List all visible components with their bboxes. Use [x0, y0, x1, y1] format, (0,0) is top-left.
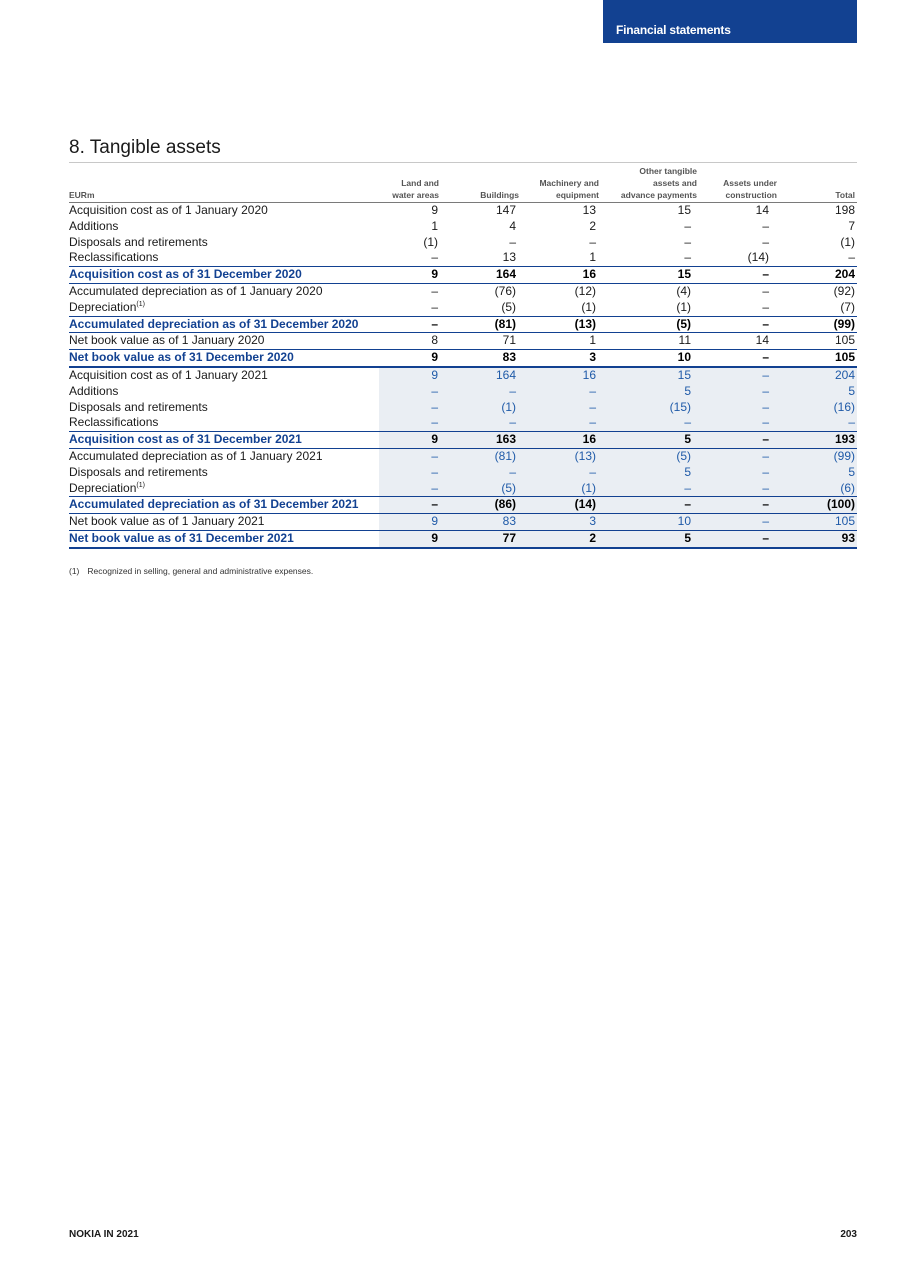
cell-other-tangible: (15) [601, 400, 699, 416]
row-label [69, 432, 379, 449]
footer-publication: NOKIA IN 2021 [69, 1229, 139, 1240]
cell-buildings: 4 [509, 218, 516, 233]
row-label [69, 514, 379, 531]
page-number: 203 [840, 1229, 857, 1240]
col-header-other-tangible [601, 163, 699, 203]
cell-under-construction: – [699, 384, 779, 400]
table-header [69, 163, 857, 203]
cell-other-tangible: 10 [677, 350, 691, 365]
cell-buildings: 83 [441, 514, 521, 531]
cell-total: 105 [834, 333, 855, 348]
row-label-text: Net book value as of 1 January 2020 [69, 333, 265, 348]
row-label [69, 448, 379, 464]
row-label [69, 219, 379, 235]
row-label [69, 250, 379, 266]
cell-machinery: (13) [574, 316, 596, 331]
row-label [69, 400, 379, 416]
cell-land: 9 [431, 203, 438, 217]
row-label-text: Accumulated depreciation as of 31 December 2020 [69, 316, 359, 331]
table-row [69, 333, 857, 350]
cell-under-construction: – [699, 367, 779, 384]
row-label [69, 497, 379, 514]
row-label [69, 283, 379, 299]
cell-machinery: 3 [589, 350, 596, 365]
cell-total: 105 [779, 514, 857, 531]
cell-machinery: 1 [589, 250, 596, 265]
cell-total: (100) [779, 497, 857, 514]
cell-other-tangible: 5 [601, 384, 699, 400]
cell-land: – [379, 448, 441, 464]
cell-total: 198 [834, 203, 855, 217]
cell-machinery: (1) [581, 299, 596, 314]
table-row [69, 415, 857, 431]
row-label [69, 384, 379, 400]
row-label [69, 530, 379, 547]
cell-under-construction: – [762, 267, 769, 282]
cell-machinery: – [521, 384, 601, 400]
table-total-row [69, 432, 857, 449]
cell-land: 9 [379, 367, 441, 384]
row-label-text: Disposals and retirements [69, 399, 208, 414]
cell-machinery: 2 [521, 530, 601, 547]
cell-buildings: (5) [441, 481, 521, 497]
row-label-text: Accumulated depreciation as of 1 January 2021 [69, 448, 323, 463]
row-label-text: Net book value as of 1 January 2021 [69, 514, 265, 529]
cell-land: – [431, 250, 438, 265]
cell-land: 9 [379, 530, 441, 547]
cell-other-tangible: – [601, 481, 699, 497]
cell-machinery: 16 [521, 432, 601, 449]
cell-under-construction: – [699, 530, 779, 547]
cell-total: (99) [833, 316, 855, 331]
table-total-row [69, 267, 857, 284]
cell-under-construction: – [762, 234, 769, 249]
row-label [69, 350, 379, 367]
cell-machinery: – [589, 234, 596, 249]
cell-land: – [431, 283, 438, 298]
cell-buildings: 164 [495, 267, 516, 282]
cell-other-tangible: 10 [601, 514, 699, 531]
cell-other-tangible: (1) [676, 299, 691, 314]
cell-machinery: – [521, 400, 601, 416]
row-label-text: Acquisition cost as of 31 December 2020 [69, 267, 302, 282]
cell-total: 93 [779, 530, 857, 547]
cell-machinery: 16 [521, 367, 601, 384]
table-row [69, 367, 857, 384]
cell-under-construction: – [699, 432, 779, 449]
table-row [69, 250, 857, 266]
table-body [69, 203, 857, 548]
header-line: Other tangible [639, 166, 697, 176]
row-label [69, 415, 379, 431]
cell-total: 204 [834, 267, 855, 282]
cell-under-construction: – [699, 481, 779, 497]
cell-machinery: 13 [582, 203, 596, 217]
cell-total: (6) [779, 481, 857, 497]
header-line: advance payments [620, 190, 697, 200]
row-label-text: Accumulated depreciation as of 1 January 2020 [69, 283, 323, 298]
table-row [69, 384, 857, 400]
col-header-buildings [441, 163, 521, 203]
footnote-reference: (1) [136, 300, 145, 308]
cell-under-construction: – [699, 448, 779, 464]
cell-land: – [379, 415, 441, 431]
header-line: assets and [653, 178, 697, 188]
cell-buildings: – [441, 415, 521, 431]
cell-under-construction: – [699, 514, 779, 531]
cell-land: 1 [431, 218, 438, 233]
table-row [69, 283, 857, 299]
cell-under-construction: – [762, 218, 769, 233]
footnote [69, 566, 313, 576]
row-label [69, 300, 379, 316]
cell-under-construction: – [699, 497, 779, 514]
table-row [69, 300, 857, 316]
table-total-row [69, 497, 857, 514]
cell-buildings: 83 [502, 350, 516, 365]
page-title: 8. Tangible assets [69, 137, 221, 158]
cell-under-construction: – [699, 400, 779, 416]
cell-total: (92) [833, 283, 855, 298]
cell-machinery: (14) [521, 497, 601, 514]
cell-total: – [779, 415, 857, 431]
col-header-eurm [69, 163, 379, 203]
row-label-text: Acquisition cost as of 31 December 2021 [69, 432, 302, 447]
cell-other-tangible: – [601, 415, 699, 431]
cell-land: (1) [423, 234, 438, 249]
tangible-assets-table [69, 162, 857, 549]
cell-buildings: – [441, 384, 521, 400]
cell-other-tangible: 15 [677, 203, 691, 217]
header-line: Buildings [480, 190, 519, 200]
cell-total: 204 [779, 367, 857, 384]
cell-land: – [379, 400, 441, 416]
col-header-under-construction [699, 163, 779, 203]
cell-under-construction: – [762, 350, 769, 365]
table-row [69, 219, 857, 235]
cell-under-construction: (14) [747, 250, 769, 265]
cell-total: 193 [779, 432, 857, 449]
cell-under-construction: – [699, 465, 779, 481]
cell-buildings: 163 [441, 432, 521, 449]
table-total-row [69, 350, 857, 367]
cell-buildings: – [441, 465, 521, 481]
row-label [69, 465, 379, 481]
table-row [69, 514, 857, 531]
row-label-text: Accumulated depreciation as of 31 December 2021 [69, 497, 359, 512]
cell-land: – [379, 481, 441, 497]
cell-machinery: (1) [521, 481, 601, 497]
header-line: Land and [401, 178, 439, 188]
cell-under-construction: – [699, 415, 779, 431]
row-label-text: Reclassifications [69, 250, 159, 265]
header-line: Assets under [723, 178, 777, 188]
cell-other-tangible: 15 [601, 367, 699, 384]
cell-total: 5 [779, 465, 857, 481]
cell-buildings: 147 [495, 203, 516, 217]
cell-buildings: (81) [441, 448, 521, 464]
row-label [69, 481, 379, 497]
cell-total: (16) [779, 400, 857, 416]
row-label [69, 316, 379, 333]
cell-other-tangible: (5) [676, 316, 691, 331]
cell-machinery: 1 [589, 333, 596, 348]
cell-buildings: (81) [494, 316, 516, 331]
footnote-text: Recognized in selling, general and administrative expenses. [87, 566, 314, 576]
cell-under-construction: 14 [755, 203, 769, 217]
cell-buildings: 13 [502, 250, 516, 265]
cell-other-tangible: 11 [678, 333, 691, 348]
cell-land: 9 [379, 514, 441, 531]
cell-land: 9 [431, 350, 438, 365]
header-line: water areas [392, 190, 439, 200]
cell-land: – [431, 299, 438, 314]
table-row [69, 448, 857, 464]
cell-buildings: (76) [494, 283, 516, 298]
table-row [69, 235, 857, 251]
header-line: Total [835, 190, 855, 200]
tangible-assets-table-container [69, 162, 857, 549]
row-label-text: Net book value as of 31 December 2021 [69, 530, 294, 545]
header-line: Machinery and [539, 178, 599, 188]
cell-land: – [379, 497, 441, 514]
row-label-text: Depreciation [69, 299, 137, 314]
row-label-text: Depreciation [69, 480, 137, 495]
table-row [69, 400, 857, 416]
row-label-text: Reclassifications [69, 415, 159, 430]
section-tab: Financial statements [603, 0, 857, 43]
row-label-text: Net book value as of 31 December 2020 [69, 350, 294, 365]
cell-buildings: (5) [501, 299, 516, 314]
cell-machinery: 3 [521, 514, 601, 531]
footnote-reference: (1) [136, 481, 145, 489]
cell-under-construction: – [762, 316, 769, 331]
cell-buildings: (1) [441, 400, 521, 416]
cell-land: – [379, 465, 441, 481]
row-label-text: Acquisition cost as of 1 January 2021 [69, 367, 268, 382]
table-row [69, 465, 857, 481]
cell-machinery: 2 [589, 218, 596, 233]
cell-land: 8 [431, 333, 438, 348]
cell-total: (7) [840, 299, 855, 314]
cell-buildings: 71 [502, 333, 516, 348]
cell-other-tangible: 5 [601, 465, 699, 481]
cell-other-tangible: 5 [601, 530, 699, 547]
cell-total: – [848, 250, 855, 265]
col-header-machinery [521, 163, 601, 203]
cell-other-tangible: 5 [601, 432, 699, 449]
footnote-mark: (1) [69, 566, 80, 576]
col-header-total [779, 163, 857, 203]
row-label-text: Additions [69, 218, 119, 233]
cell-machinery: (12) [574, 283, 596, 298]
row-label [69, 333, 379, 350]
row-label [69, 203, 379, 219]
header-line: construction [725, 190, 777, 200]
header-row [69, 163, 857, 203]
cell-machinery: – [521, 465, 601, 481]
cell-other-tangible: (4) [676, 283, 691, 298]
header-line: equipment [556, 190, 599, 200]
cell-other-tangible: – [684, 250, 691, 265]
cell-machinery: (13) [521, 448, 601, 464]
cell-other-tangible: (5) [601, 448, 699, 464]
cell-buildings: (86) [441, 497, 521, 514]
cell-machinery: 16 [582, 267, 596, 282]
cell-other-tangible: 15 [677, 267, 691, 282]
cell-land: – [379, 384, 441, 400]
col-header-land [379, 163, 441, 203]
row-label-text: Disposals and retirements [69, 234, 208, 249]
table-total-row [69, 530, 857, 547]
cell-other-tangible: – [601, 497, 699, 514]
header-line: EURm [69, 190, 95, 200]
row-label-text: Disposals and retirements [69, 464, 208, 479]
cell-land: 9 [431, 267, 438, 282]
row-label [69, 235, 379, 251]
cell-buildings: 77 [441, 530, 521, 547]
cell-under-construction: – [762, 299, 769, 314]
cell-total: 5 [779, 384, 857, 400]
cell-buildings: 164 [441, 367, 521, 384]
table-total-row [69, 316, 857, 333]
row-label [69, 367, 379, 384]
cell-total: 7 [848, 218, 855, 233]
row-label-text: Additions [69, 383, 119, 398]
cell-under-construction: – [762, 283, 769, 298]
cell-under-construction: 14 [755, 333, 769, 348]
cell-total: 105 [834, 350, 855, 365]
cell-other-tangible: – [684, 234, 691, 249]
cell-machinery: – [521, 415, 601, 431]
table-row [69, 481, 857, 497]
row-label [69, 267, 379, 284]
cell-total: (99) [779, 448, 857, 464]
row-label-text: Acquisition cost as of 1 January 2020 [69, 203, 268, 217]
cell-land: – [431, 316, 438, 331]
cell-land: 9 [379, 432, 441, 449]
cell-total: (1) [840, 234, 855, 249]
table-row [69, 203, 857, 219]
cell-buildings: – [509, 234, 516, 249]
cell-other-tangible: – [684, 218, 691, 233]
